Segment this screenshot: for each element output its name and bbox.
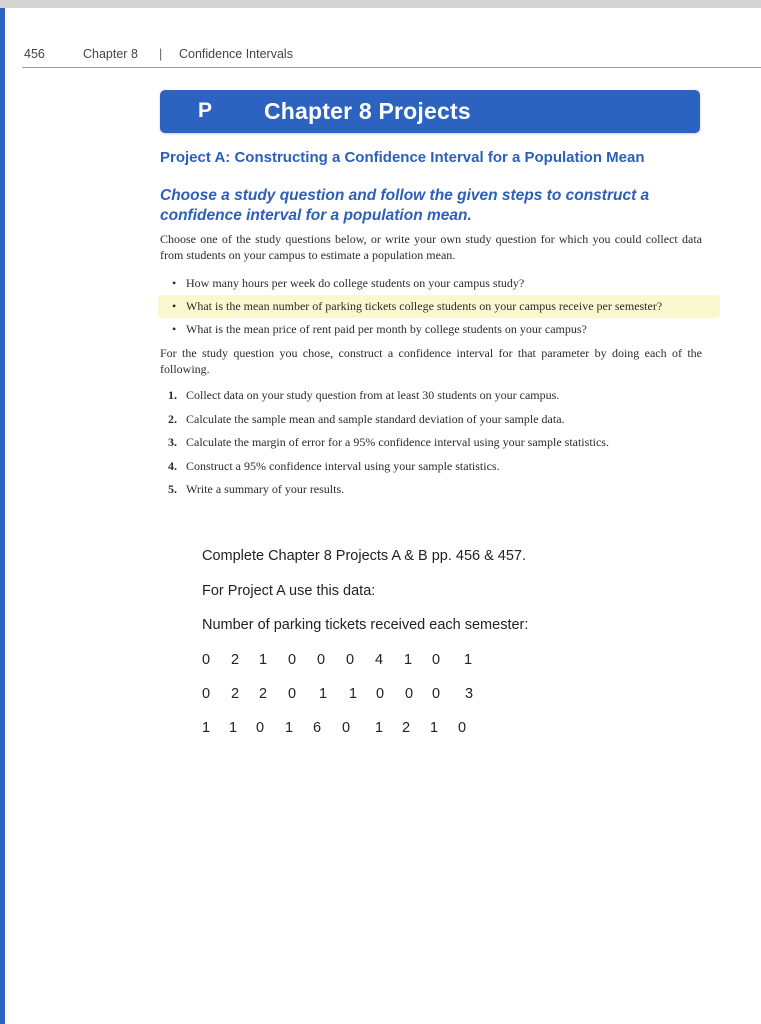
data-value: 0 (288, 652, 297, 668)
step-text: Calculate the sample mean and sample standard deviation of your sample data. (186, 411, 565, 426)
list-item (160, 272, 720, 295)
steps-list (160, 384, 720, 502)
data-value: 1 (259, 652, 268, 668)
step-text: Construct a 95% confidence interval using your sample statistics. (186, 458, 500, 473)
project-heading: Project A: Constructing a Confidence Interval for a Population Mean (160, 149, 645, 166)
bullet-icon: • (172, 299, 177, 313)
data-value: 0 (342, 720, 351, 736)
step-item (160, 431, 720, 455)
chapter-projects-banner (160, 90, 700, 133)
step-text: Collect data on your study question from at least 30 students on your campus. (186, 388, 560, 402)
data-value: 1 (202, 720, 211, 736)
data-value: 0 (317, 652, 326, 668)
data-value: 0 (432, 686, 441, 702)
step-item (160, 408, 720, 432)
bullet-icon: • (172, 276, 177, 290)
step-number: 2. (168, 411, 177, 426)
instructions-paragraph: For the study question you chose, construct a confidence interval for that parameter by doing each of the following. (160, 346, 702, 376)
data-value: 0 (458, 720, 467, 736)
study-question: What is the mean number of parking tickets college students on your campus receive per semester? (186, 299, 663, 313)
step-number: 1. (168, 388, 177, 402)
section-title: Confidence Intervals (179, 47, 293, 61)
list-item-highlighted (158, 295, 720, 318)
study-question: How many hours per week do college students on your campus study? (186, 276, 525, 290)
data-value: 2 (231, 686, 240, 702)
chapter-label: Chapter 8 (83, 47, 138, 61)
data-value: 0 (405, 686, 414, 702)
data-value: 2 (231, 652, 240, 668)
step-number: 5. (168, 482, 177, 496)
step-item (160, 384, 720, 408)
data-value: 1 (229, 720, 238, 736)
study-question: What is the mean price of rent paid per month by college students on your campus? (186, 322, 587, 336)
step-text: Calculate the margin of error for a 95% confidence interval using your sample statistics. (186, 435, 609, 449)
step-text: Write a summary of your results. (186, 482, 345, 496)
assignment-note: Complete Chapter 8 Projects A & B pp. 456 & 457. (202, 548, 527, 564)
data-value: 0 (346, 652, 355, 668)
data-value: 0 (432, 652, 441, 668)
study-questions-list (160, 272, 720, 341)
project-subheading: Choose a study question and follow the given steps to construct a confidence interval for a population mean. (160, 187, 650, 224)
step-item (160, 455, 720, 479)
left-accent-bar (0, 8, 5, 1024)
data-value: 1 (404, 652, 413, 668)
intro-paragraph: Choose one of the study questions below, or write your own study question for which you could collect data from students on your campus to estimate a population mean. (160, 232, 702, 262)
data-value: 0 (256, 720, 265, 736)
data-value: 1 (319, 686, 328, 702)
top-strip (0, 0, 761, 8)
data-value: 4 (375, 652, 384, 668)
bullet-icon: • (172, 322, 177, 336)
data-value: 1 (349, 686, 358, 702)
list-item (160, 318, 720, 341)
data-value: 1 (375, 720, 384, 736)
data-value: 3 (465, 686, 474, 702)
data-value: 6 (313, 720, 322, 736)
step-number: 4. (168, 458, 177, 473)
data-value: 2 (402, 720, 411, 736)
data-value: 2 (259, 686, 268, 702)
data-value: 0 (202, 686, 211, 702)
data-caption: Number of parking tickets received each semester: (202, 617, 529, 633)
data-value: 1 (430, 720, 439, 736)
data-value: 0 (288, 686, 297, 702)
step-number: 3. (168, 435, 177, 449)
step-item (160, 478, 720, 502)
data-value: 0 (202, 652, 211, 668)
data-value: 0 (376, 686, 385, 702)
running-head (22, 45, 761, 68)
data-intro-note: For Project A use this data: (202, 583, 376, 599)
page-number: 456 (24, 47, 45, 61)
running-head-separator: | (159, 47, 163, 61)
banner-title: Chapter 8 Projects (264, 98, 471, 124)
data-value: 1 (464, 652, 473, 668)
banner-letter: P (198, 99, 213, 122)
data-value: 1 (285, 720, 294, 736)
